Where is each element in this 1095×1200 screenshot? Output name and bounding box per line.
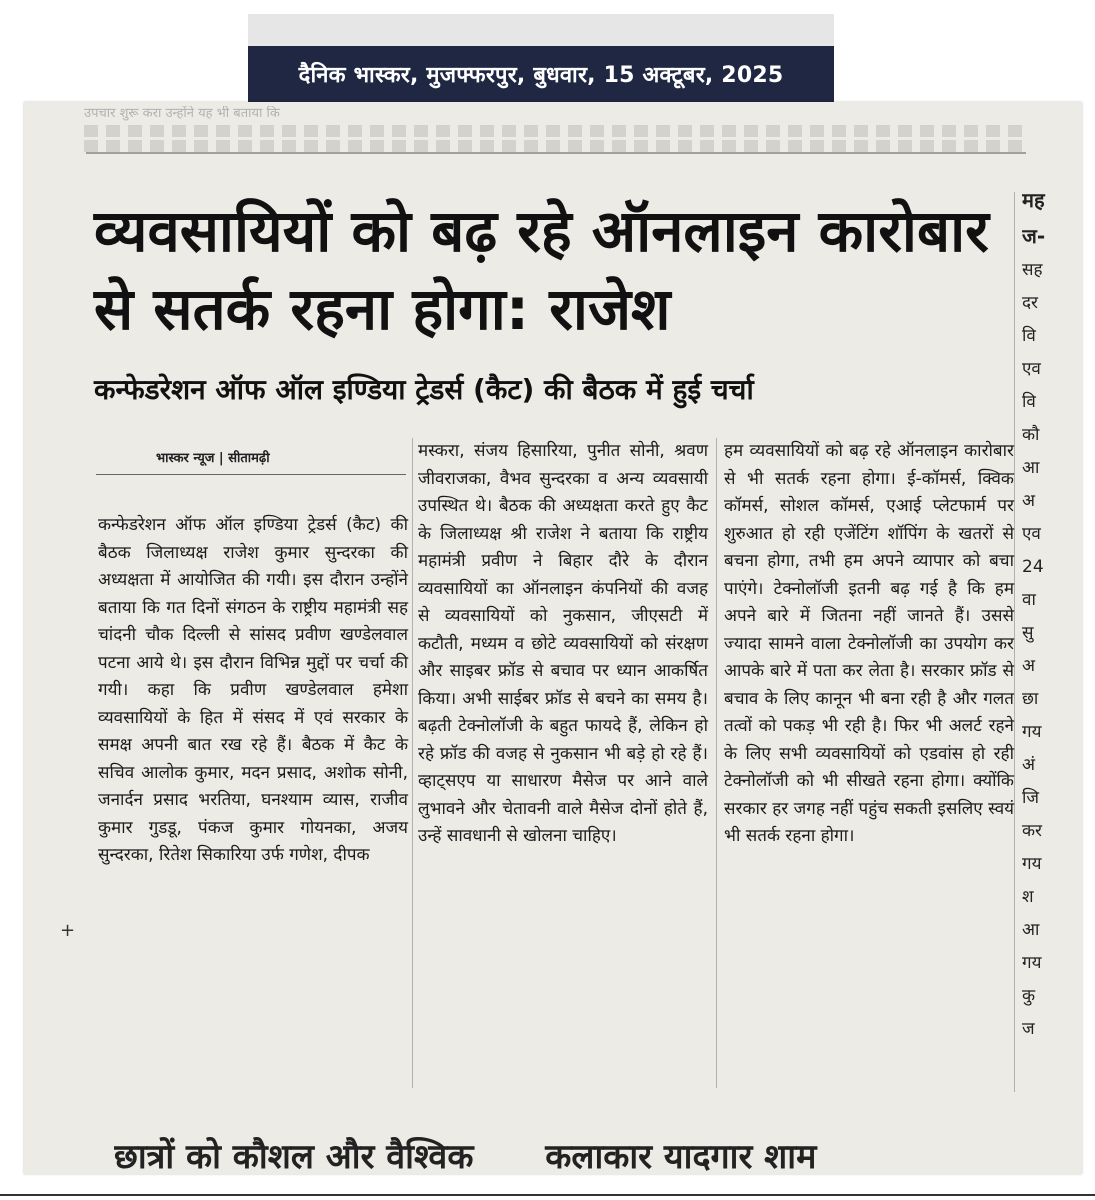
adjacent-fragment: अ	[1022, 656, 1035, 676]
adjacent-heading-2: ज-	[1022, 224, 1046, 248]
right-column-rule	[1014, 192, 1015, 1092]
adjacent-fragment: ज	[1022, 1019, 1035, 1039]
adjacent-fragment: वा	[1022, 590, 1036, 610]
masthead-text: दैनिक भास्कर, मुजफ्फरपुर, बुधवार, 15 अक्टूबर, 2025	[298, 63, 784, 88]
adjacent-fragment: वि	[1022, 326, 1036, 346]
top-bleed-line: उपचार शुरू करा उन्होंने यह भी बताया कि	[84, 106, 280, 121]
faint-text-line	[84, 140, 1024, 152]
adjacent-fragment: जि	[1022, 788, 1040, 808]
bottom-headlines	[114, 1132, 1014, 1174]
adjacent-fragments	[1022, 254, 1082, 1046]
article-column-1: कन्फेडरेशन ऑफ ऑल इण्डिया ट्रेडर्स (कैट) की बैठक जिलाध्यक्ष राजेश कुमार सुन्दरका की अध्यक्षता में आयोजित की गयी। इस दौरान उन्होंने बताया कि गत दिनों संगठन के राष्ट्रीय महामंत्री सह चांदनी चौक दिल्ली से सांसद प्रवीण खण्डेलवाल पटना आये थे। इस दौरान विभिन्न मुद्दों पर चर्चा की गयी। कहा कि प्रवीण खण्डेलवाल हमेशा व्यवसायियों के हित में संसद में एवं सरकार के समक्ष अपनी बात रख रहे हैं। बैठक में कैट के सचिव आलोक कुमार, मदन प्रसाद, अशोक सोनी, जनार्दन प्रसाद भरतिया, घनश्याम व्यास, राजीव कुमार गुडडू, पंकज कुमार गोयनका, अजय सुन्दरका, रितेश सिकारिया उर्फ गणेश, दीपक	[98, 515, 408, 865]
article-headline: व्यवसायियों को बढ़ रहे ऑनलाइन कारोबार से सतर्क रहना होगा: राजेश	[94, 197, 989, 343]
faint-text-line	[84, 125, 1024, 137]
newspaper-clipping	[24, 102, 1082, 1174]
adjacent-fragment: कौ	[1022, 425, 1040, 445]
adjacent-fragment: वि	[1022, 392, 1036, 412]
byline-rule	[96, 474, 406, 475]
adjacent-fragment: आ	[1022, 458, 1040, 478]
adjacent-fragment: दर	[1022, 293, 1038, 313]
adjacent-fragment: अ	[1022, 491, 1035, 511]
adjacent-fragment: गय	[1022, 953, 1042, 973]
adjacent-fragment: कु	[1022, 986, 1036, 1006]
article-byline: भास्कर न्यूज | सीतामढ़ी	[156, 451, 270, 466]
adjacent-fragment: 24	[1022, 557, 1044, 577]
adjacent-fragment: छा	[1022, 689, 1039, 709]
adjacent-fragment: श	[1022, 887, 1034, 907]
adjacent-fragment: अं	[1022, 755, 1035, 775]
page-bottom-rule	[0, 1194, 1095, 1196]
bottom-right-headline: कलाकार यादगार शाम	[545, 1137, 817, 1174]
adjacent-fragment: एव	[1022, 524, 1041, 544]
adjacent-fragment: कर	[1022, 821, 1043, 841]
adjacent-fragment: सह	[1022, 260, 1043, 280]
adjacent-article-bleed	[1022, 182, 1082, 1102]
column-divider	[716, 438, 717, 1088]
article-column-3: हम व्यवसायियों को बढ़ रहे ऑनलाइन कारोबार से भी सतर्क रहना होगा। ई-कॉमर्स, क्विक कॉमर्स, सोशल कॉमर्स, एआई प्लेटफार्म पर शुरुआत हो रही एजेंटिंग शॉपिंग के खतरों से बचना होगा, तभी हम अपने व्यापार को बचा पाएंगे। टेक्नोलॉजी इतनी बढ़ गई है कि हम अपने बारे में जितना नहीं जानते हैं। उससे ज्यादा सामने वाला टेक्नोलॉजी का उपयोग कर आपके बारे में पता कर लेता है। सरकार फ्रॉड से बचाव के लिए कानून भी बना रही है और गलत तत्वों को पकड़ भी रही है। फिर भी अलर्ट रहने के लिए सभी व्यवसायियों को एडवांस हो रही टेक्नोलॉजी को भी सीखते रहना होगा। क्योंकि सरकार हर जगह नहीं पहुंच सकती इसलिए स्वयं भी सतर्क रहना होगा।	[724, 441, 1014, 846]
column-divider	[412, 438, 413, 1088]
adjacent-fragment: गय	[1022, 854, 1042, 874]
top-bleed-text	[84, 106, 1024, 170]
masthead-top-strip	[248, 14, 834, 46]
article-subheadline: कन्फेडरेशन ऑफ ऑल इण्डिया ट्रेडर्स (कैट) की बैठक में हुई चर्चा	[94, 373, 754, 406]
adjacent-fragment: आ	[1022, 920, 1040, 940]
adjacent-fragment: सु	[1022, 623, 1034, 643]
registration-mark: +	[60, 920, 76, 941]
top-rule	[86, 152, 1026, 154]
adjacent-heading-1: मह	[1022, 188, 1045, 212]
adjacent-fragment: गय	[1022, 722, 1042, 742]
bottom-left-headline: छात्रों को कौशल और वैश्विक	[114, 1137, 474, 1174]
article-column-2: मस्करा, संजय हिसारिया, पुनीत सोनी, श्रवण जीवराजका, वैभव सुन्दरका व अन्य व्यवसायी उपस्थित थे। बैठक की अध्यक्षता करते हुए कैट के जिलाध्यक्ष श्री राजेश ने बताया कि राष्ट्रीय महामंत्री प्रवीण ने बिहार दौरे के दौरान व्यवसायियों का ऑनलाइन कंपनियों की वजह से व्यवसायियों को नुकसान, जीएसटी में कटौती, मध्यम व छोटे व्यवसायियों को संरक्षण और साइबर फ्रॉड से बचाव पर ध्यान आकर्षित किया। अभी साईबर फ्रॉड से बचने का समय है। बढ़ती टेक्नोलॉजी के बहुत फायदे हैं, लेकिन हो रहे फ्रॉड की वजह से नुकसान भी बड़े हो रहे हैं। व्हाट्सएप या साधारण मैसेज पर आने वाले लुभावने और चेतावनी वाले मैसेज दोनों होते हैं, उन्हें सावधानी से खोलना चाहिए।	[418, 441, 708, 846]
adjacent-fragment: एव	[1022, 359, 1041, 379]
newspaper-masthead	[248, 46, 834, 102]
